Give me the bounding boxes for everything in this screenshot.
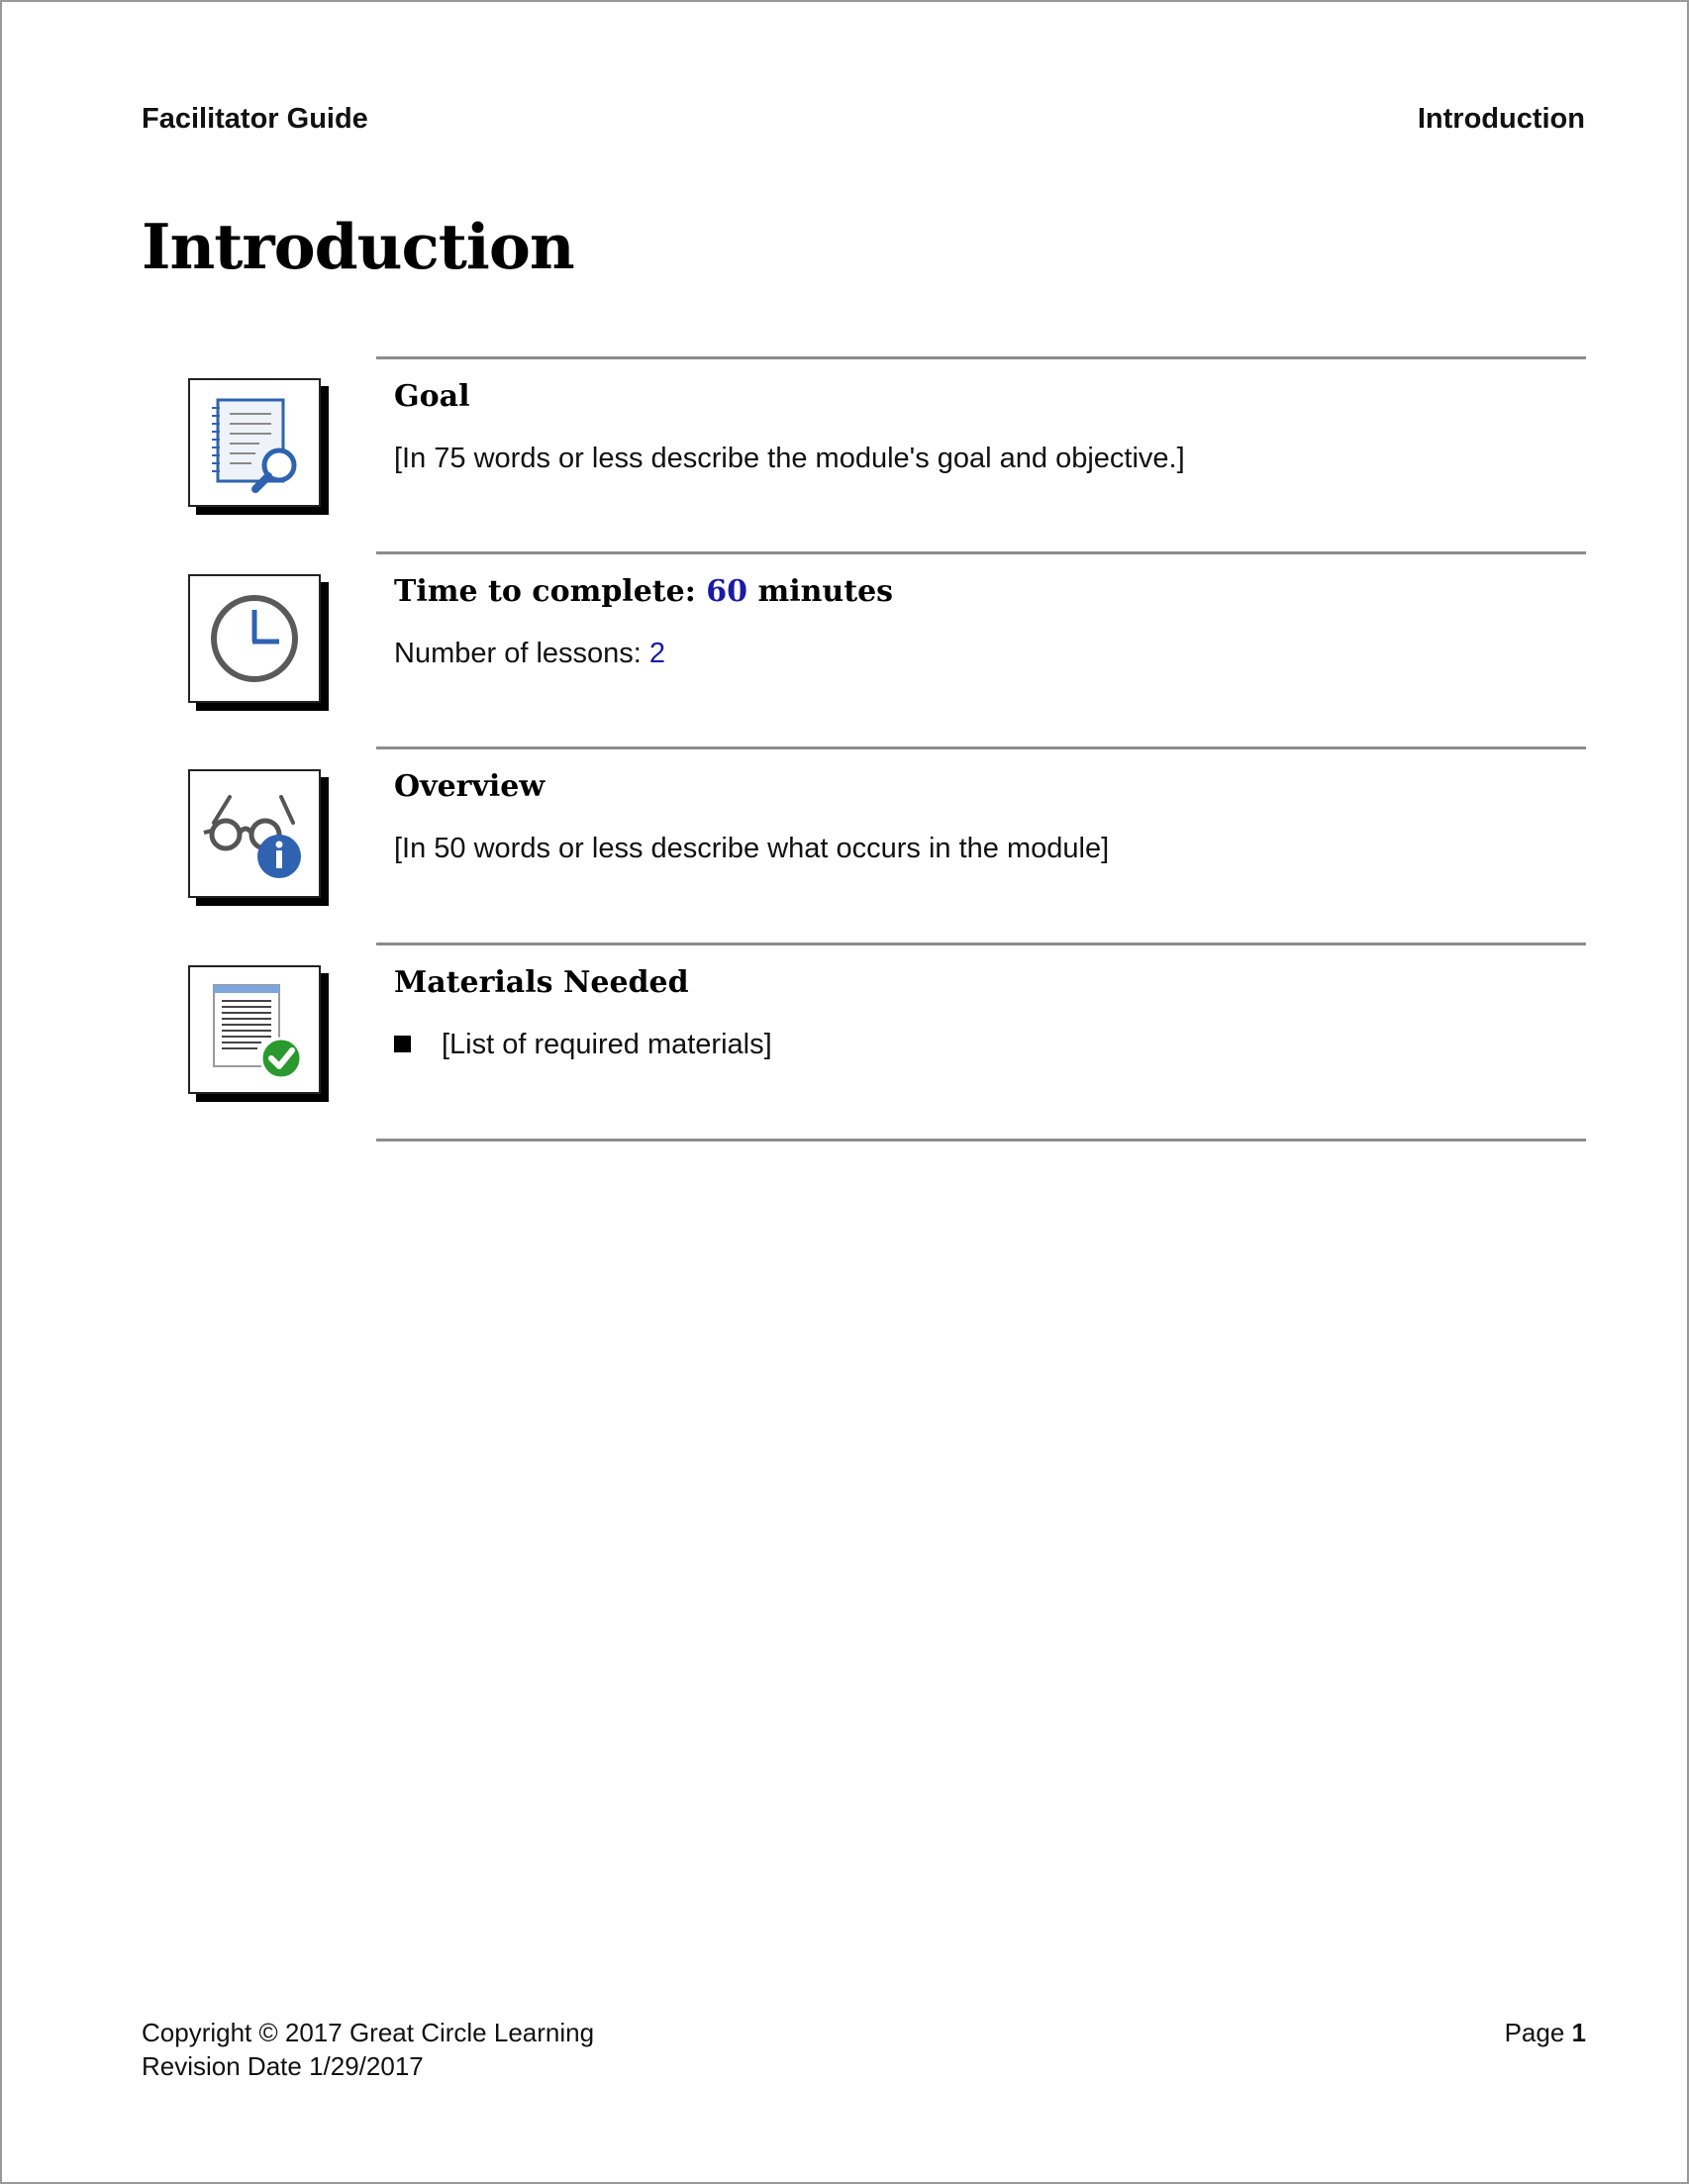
materials-heading: Materials Needed xyxy=(394,965,689,1000)
section-bottom-rule xyxy=(376,1139,1586,1142)
goal-heading: Goal xyxy=(394,379,470,414)
time-section xyxy=(376,551,1586,748)
time-icon-box xyxy=(188,574,321,703)
time-heading xyxy=(394,574,893,609)
goal-icon-box xyxy=(188,378,321,507)
overview-section xyxy=(376,746,1586,943)
lessons-value: 2 xyxy=(648,638,666,669)
footer-left xyxy=(142,2016,594,2083)
materials-icon-box xyxy=(188,965,321,1094)
materials-item-text: [List of required materials] xyxy=(442,1029,772,1060)
footer-page-number xyxy=(1505,2016,1586,2049)
header-guide-title: Facilitator Guide xyxy=(142,103,368,135)
lessons-text xyxy=(394,638,665,670)
overview-heading: Overview xyxy=(394,769,546,804)
header-section-title: Introduction xyxy=(1417,103,1585,135)
footer-revision-date: Revision Date 1/29/2017 xyxy=(142,2051,424,2081)
overview-icon-box xyxy=(188,769,321,898)
lessons-label: Number of lessons: xyxy=(394,638,649,669)
overview-text: [In 50 words or less describe what occurs in the module] xyxy=(394,833,1110,864)
materials-section xyxy=(376,943,1586,1140)
time-heading-suffix: minutes xyxy=(747,574,894,609)
page-header xyxy=(142,103,1585,136)
checklist-icon xyxy=(190,967,319,1092)
time-heading-prefix: Time to complete: xyxy=(394,574,707,609)
clock-icon xyxy=(190,576,319,701)
goal-text: [In 75 words or less describe the module's goal and objective.] xyxy=(394,443,1185,474)
page-number-value: 1 xyxy=(1571,2018,1586,2047)
bullet-square-icon xyxy=(394,1036,411,1052)
page-label: Page xyxy=(1504,2018,1572,2047)
notebook-magnifier-icon xyxy=(190,380,319,505)
footer-copyright: Copyright © 2017 Great Circle Learning xyxy=(142,2018,595,2047)
page-title: Introduction xyxy=(142,210,574,283)
glasses-info-icon xyxy=(190,771,319,896)
time-minutes-value: 60 xyxy=(706,574,747,609)
goal-section xyxy=(376,356,1586,553)
materials-list-item xyxy=(394,1029,772,1061)
